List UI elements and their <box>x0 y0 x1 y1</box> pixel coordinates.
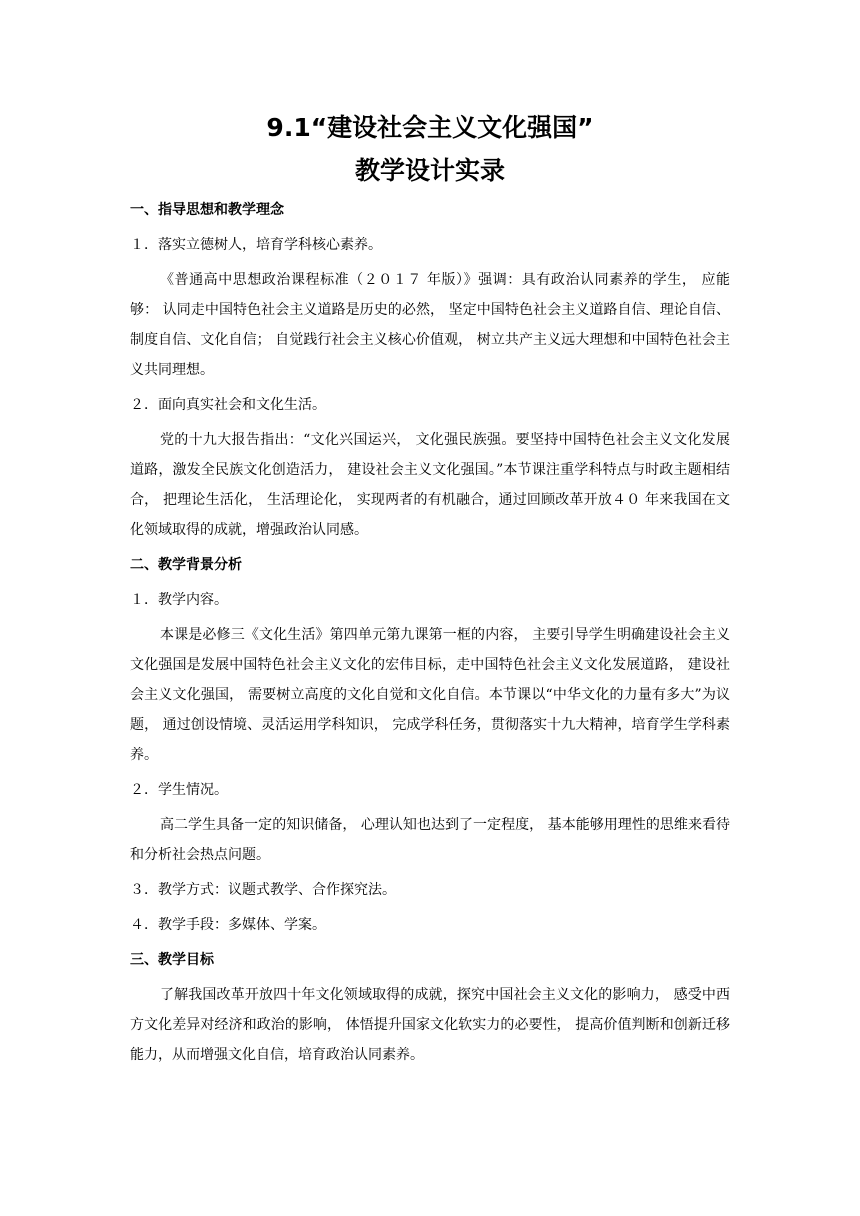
section-heading-guiding-ideas: 一、指导思想和教学理念 <box>130 202 284 218</box>
paragraph-1-1: 《普通高中思想政治课程标准（２０１７ 年版）》强调：具有政治认同素养的学生， 应能够： 认同走中国特色社会主义道路是历史的必然， 坚定中国特色社会主义道路自信、理论自信、制度自信、文化自信； 自觉践行社会主义核心价值观， 树立共产主义远大理想和中国特色社会主义共同理想。 <box>130 272 730 378</box>
paragraph-3-1: 了解我国改革开放四十年文化领域取得的成就，探究中国社会主义文化的影响力， 感受中西方文化差异对经济和政治的影响， 体悟提升国家文化软实力的必要性， 提高价值判断和创新迁移能力，从而增强文化自信，培育政治认同素养。 <box>130 987 730 1063</box>
section-heading-objectives: 三、教学目标 <box>130 952 214 968</box>
document-subtitle: 教学设计实录 <box>354 156 505 185</box>
paragraph-2-2: 高二学生具备一定的知识储备， 心理认知也达到了一定程度， 基本能够用理性的思维来看待和分析社会热点问题。 <box>130 817 730 863</box>
document-title: 9.1“建设社会主义文化强国” <box>266 113 594 142</box>
list-item-2-3: ３．教学方式：议题式教学、合作探究法。 <box>130 882 396 898</box>
section-heading-background: 二、教学背景分析 <box>130 557 242 573</box>
list-item-2-1: １．教学内容。 <box>130 592 228 608</box>
paragraph-2-1: 本课是必修三《文化生活》第四单元第九课第一框的内容， 主要引导学生明确建设社会主义文化强国是发展中国特色社会主义文化的宏伟目标，走中国特色社会主义文化发展道路， 建设社会主义文化强国， 需要树立高度的文化自觉和文化自信。本节课以“中华文化的力量有多大”为议题， 通过创设情境、灵活运用学科知识， 完成学科任务，贯彻落实十九大精神，培育学生学科素养。 <box>130 627 730 763</box>
list-item-2-4: ４．教学手段：多媒体、学案。 <box>130 917 326 933</box>
document-body <box>130 200 730 1080</box>
paragraph-1-2: 党的十九大报告指出：“文化兴国运兴， 文化强民族强。要坚持中国特色社会主义文化发展道路，激发全民族文化创造活力， 建设社会主义文化强国。”本节课注重学科特点与时政主题相结合， 把理论生活化， 生活理论化， 实现两者的有机融合，通过回顾改革开放４０ 年来我国在文化领域取得的成就，增强政治认同感。 <box>130 432 730 538</box>
list-item-1-2: ２．面向真实社会和文化生活。 <box>130 397 326 413</box>
list-item-1-1: １．落实立德树人，培育学科核心素养。 <box>130 237 382 253</box>
list-item-2-2: ２．学生情况。 <box>130 782 228 798</box>
